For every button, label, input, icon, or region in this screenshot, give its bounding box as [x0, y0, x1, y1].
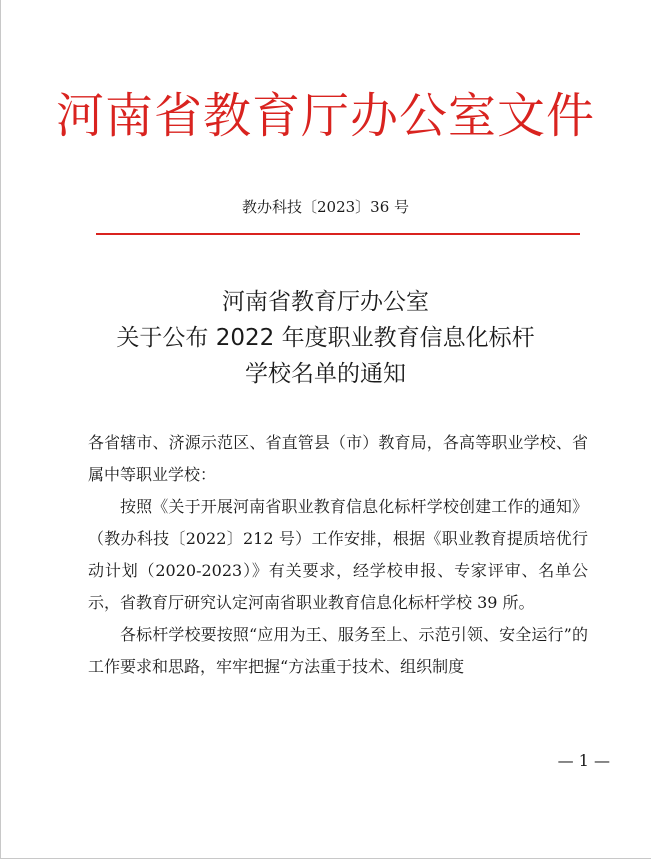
header-red-rule — [96, 233, 580, 235]
document-masthead: 河南省教育厅办公室文件 — [55, 88, 595, 144]
document-title — [0, 284, 651, 392]
page-number: — 1 — — [557, 751, 610, 770]
body-paragraph-2: 各标杆学校要按照“应用为王、服务至上、示范引领、安全运行”的工作要求和思路，牢牢把握“方法重于技术、组织制度 — [88, 625, 588, 676]
document-number: 教办科技〔2023〕36 号 — [241, 198, 410, 216]
recipients-paragraph: 各省辖市、济源示范区、省直管县（市）教育局，各高等职业学校、省属中等职业学校： — [88, 433, 588, 484]
title-line-1: 河南省教育厅办公室 — [222, 289, 429, 315]
body-paragraph-1: 按照《关于开展河南省职业教育信息化标杆学校创建工作的通知》（教办科技〔2022〕212 号）工作安排，根据《职业教育提质培优行动计划（2020-2023）》有关要求，经学校申报、专家评审、名单公示，省教育厅研究认定河南省职业教育信息化标杆学校 39 所。 — [88, 497, 588, 612]
title-line-2: 关于公布 2022 年度职业教育信息化标杆 — [116, 325, 535, 351]
document-body — [88, 427, 588, 683]
title-line-3: 学校名单的通知 — [245, 361, 406, 387]
